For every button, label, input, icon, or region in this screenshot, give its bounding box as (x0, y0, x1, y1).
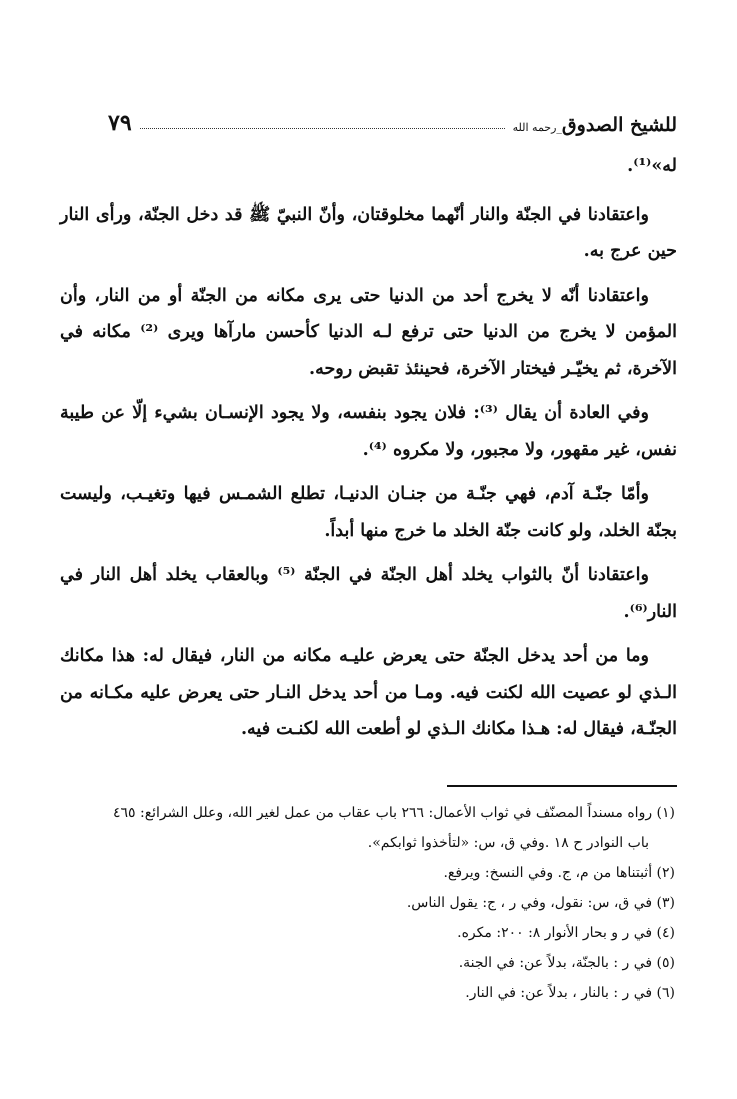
footnote-divider (447, 785, 677, 787)
running-title (513, 114, 677, 136)
paragraph-0: له»⁽¹⁾. (627, 156, 677, 176)
footnote-4: (٤) في ر و بحار الأنوار ٨: ٢٠٠: مكره. (457, 925, 675, 941)
footnote-1-continuation: باب النوادر ح ١٨ .وفي ق، س: «لتأخذوا ثوابكم». (367, 835, 649, 851)
paragraph-1: واعتقادنا في الجنّة والنار أنّهما مخلوقتان، وأنّ النبيّ ﷺ قد دخل الجنّة، ورأى النار حين عرج به. (60, 204, 677, 261)
page-number: ٧٩ (108, 110, 132, 136)
footnote-6: (٦) في ر : بالنار ، بدلاً عن: في النار. (465, 985, 675, 1001)
header-dotted-leader (140, 127, 505, 129)
main-text (60, 148, 677, 756)
paragraph-6: وما من أحد يدخل الجنّة حتى يعرض عليـه مكانه من النار، فيقال له: هذا مكانك الـذي لو عصيت الله لكنت فيه. ومـا من أحد يدخل النـار حتى يعرض عليه مكـانه من الجنّـة، فيقال له: هـذا مكانك الـذي لو أطعت الله لكنـت فيه. (60, 646, 677, 739)
footnotes (60, 798, 675, 1008)
running-title-honorific: _رحمه الله (512, 121, 562, 134)
footnote-5: (٥) في ر : بالجنّة، بدلاً عن: في الجنة. (458, 955, 675, 971)
running-header (108, 96, 677, 136)
paragraph-3: وفي العادة أن يقال ⁽³⁾: فلان يجود بنفسه، ولا يجود الإنسـان بشيء إلّا عن طيبة نفس، غير مقهور، ولا مجبور، ولا مكروه ⁽⁴⁾. (60, 403, 677, 460)
paragraph-4: وأمّا جنّـة آدم، فهي جنّـة من جنـان الدنيـا، تطلع الشمـس فيها وتغيـب، وليست بجنّة الخلد، ولو كانت جنّة الخلد ما خرج منها أبداً. (60, 484, 677, 541)
paragraph-2: واعتقادنا أنّه لا يخرج أحد من الدنيا حتى يرى مكانه من الجنّة أو من النار، وأن المؤمن لا يخرج من الدنيا حتى ترفع لـه الدنيا كأحسن مارآها ويرى ⁽²⁾ مكانه في الآخرة، ثم يخيّـر فيختار الآخرة، فحينئذ تقبض روحه. (60, 285, 677, 379)
footnote-2: (٢) أثبتناها من م، ج. وفي النسخ: ويرفع. (443, 865, 675, 881)
running-title-text: للشيخ الصدوق (561, 114, 677, 136)
footnote-1: (١) رواه مسنداً المصنّف في ثواب الأعمال: ٢٦٦ باب عقاب من عمل لغير الله، وعلل الشرائع: ٤٦٥ (112, 805, 675, 821)
paragraph-5: واعتقادنا أنّ بالثواب يخلد أهل الجنّة في الجنّة ⁽⁵⁾ وبالعقاب يخلد أهل النار في النار⁽⁶⁾. (60, 565, 677, 622)
footnote-3: (٣) في ق، س: نقول، وفي ر ، ج: يقول الناس. (406, 895, 675, 911)
